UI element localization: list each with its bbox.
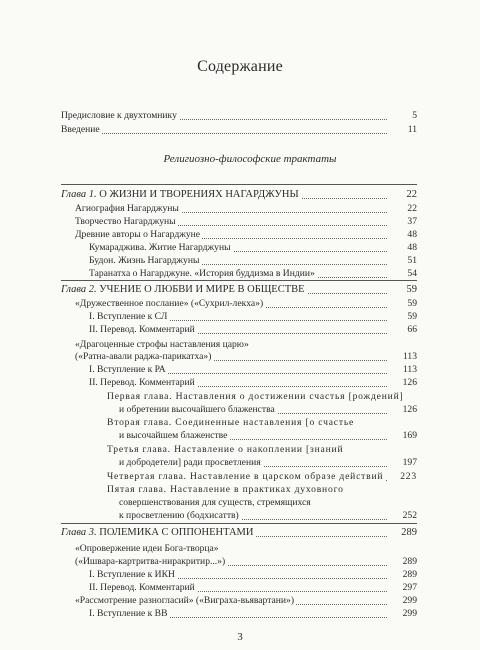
toc-entry-page: 66: [407, 324, 417, 335]
toc-subentry-label[interactable]: совершенствования для существ, стремящихся: [119, 497, 311, 508]
toc-entry-page: 113: [402, 351, 417, 362]
toc-entry-page: 126: [402, 377, 417, 388]
chapter-label: Глава 3.: [61, 527, 97, 538]
toc-entry[interactable]: [89, 324, 417, 336]
chapter-divider: [61, 280, 417, 281]
toc-entry-page: 299: [402, 595, 417, 606]
toc-entry[interactable]: [89, 311, 417, 323]
page-title: Содержание: [197, 58, 283, 75]
toc-entry-label: Творчество Нагарджуны: [75, 216, 176, 227]
chapter-page: 289: [401, 527, 417, 538]
section-title: Религиозно-философские трактаты: [163, 153, 337, 165]
toc-entry-preface[interactable]: [61, 110, 417, 122]
toc-entry-page: 37: [407, 216, 417, 227]
toc-entry-label: («Ишвара-картритва-ниракритир...»): [75, 556, 226, 567]
toc-entry-page: 289: [402, 556, 417, 567]
toc-entry[interactable]: [75, 229, 417, 241]
toc-entry[interactable]: [75, 298, 417, 310]
toc-subentry-label[interactable]: Третья глава. Наставление о накоплении [знаний: [107, 444, 344, 455]
toc-entry-page: 289: [402, 569, 417, 580]
toc-entry[interactable]: [75, 595, 417, 607]
toc-entry-label[interactable]: «Опровержение идеи Бога-творца»: [75, 543, 219, 554]
leader-dots: [61, 133, 387, 134]
toc-entry-page: 113: [402, 364, 417, 375]
chapter-title: О ЖИЗНИ И ТВОРЕНИЯХ НАГАРДЖУНЫ: [99, 189, 299, 200]
page-number: 3: [237, 631, 243, 643]
toc-entry[interactable]: [89, 377, 417, 389]
toc-entry-label: Кумарадживa. Житие Нагарджуны: [89, 242, 231, 253]
toc-entry-page: 197: [402, 457, 417, 468]
chapter-title: УЧЕНИЕ О ЛЮБВИ И МИРЕ В ОБЩЕСТВЕ: [99, 284, 305, 295]
toc-entry[interactable]: [89, 364, 417, 376]
toc-entry-label: II. Перевод. Комментарий: [89, 582, 195, 593]
toc-entry-page: 169: [402, 430, 417, 441]
chapter-title: ПОЛЕМИКА С ОППОНЕНТАМИ: [99, 527, 254, 538]
toc-entry-label: «Дружественное послание» («Сухрил-лекха»): [75, 298, 264, 309]
toc-entry-introduction[interactable]: [61, 124, 417, 136]
toc-subentry-label[interactable]: Пятая глава. Наставление в практиках духовного: [107, 484, 344, 495]
toc-entry-label: Четвертая глава. Наставление в царском образе действий: [107, 471, 384, 482]
toc-entry[interactable]: [75, 556, 417, 568]
toc-entry-label: Введение: [61, 124, 100, 135]
toc-entry[interactable]: [119, 457, 417, 469]
toc-entry-page: 11: [407, 124, 417, 135]
toc-entry-label: Таранатха о Нагарджуне. «История буддизма в Индии»: [89, 268, 315, 279]
toc-entry-page: 22: [407, 203, 417, 214]
chapter-1-heading[interactable]: [61, 189, 417, 201]
toc-subentry-label[interactable]: Вторая глава. Соединенные наставления [о счастье: [107, 417, 355, 428]
toc-entry[interactable]: [75, 203, 417, 215]
chapter-2-heading[interactable]: [61, 284, 417, 296]
toc-entry-label: и высочайшем блаженстве: [119, 430, 228, 441]
toc-subentry-label[interactable]: Первая глава. Наставления о достижении счастья [рождений]: [107, 391, 404, 402]
toc-entry-label: и добродетели] ради просветления: [119, 457, 261, 468]
toc-entry-label: и обретении высочайшего блаженства: [119, 404, 275, 415]
toc-entry-page: 126: [402, 404, 417, 415]
toc-entry-label: I. Вступление к РА: [89, 364, 166, 375]
toc-entry-page: 297: [402, 582, 417, 593]
chapter-page: 59: [406, 284, 417, 295]
toc-entry[interactable]: [119, 510, 417, 522]
toc-entry-label[interactable]: «Драгоценные строфы наставления царю»: [75, 339, 249, 350]
chapter-page: 22: [406, 189, 417, 200]
toc-entry-label: I. Вступление к СЛ: [89, 311, 168, 322]
toc-entry-page: 223: [400, 471, 417, 482]
toc-entry[interactable]: [89, 582, 417, 594]
toc-entry[interactable]: [89, 608, 417, 620]
chapter-label: Глава 1.: [61, 189, 97, 200]
toc-entry[interactable]: [75, 216, 417, 228]
chapter-label: Глава 2.: [61, 284, 97, 295]
toc-entry-page: 54: [407, 268, 417, 279]
toc-entry-page: 51: [407, 255, 417, 266]
toc-entry-label: II. Перевод. Комментарий: [89, 377, 195, 388]
toc-entry-page: 299: [402, 608, 417, 619]
toc-entry-label: Предисловие к двухтомнику: [61, 110, 177, 121]
toc-entry-page: 252: [402, 510, 417, 521]
toc-entry-label: «Рассмотрение разногласий» («Виграха-вьявартани»): [75, 595, 295, 606]
toc-entry-label: к просветлению (бодхисаттв): [119, 510, 239, 521]
toc-entry[interactable]: [89, 255, 417, 267]
toc-entry[interactable]: [89, 268, 417, 280]
toc-entry[interactable]: [119, 404, 417, 416]
toc-entry-page: 59: [407, 298, 417, 309]
toc-entry[interactable]: [107, 471, 417, 483]
toc-entry-label: Древние авторы о Нагарджуне: [75, 229, 201, 240]
toc-entry-page: 5: [412, 110, 417, 121]
chapter-3-heading[interactable]: [61, 527, 417, 539]
toc-entry-page: 48: [407, 229, 417, 240]
toc-entry-label: I. Вступление к ВВ: [89, 608, 168, 619]
toc-entry-label: («Ратна-авали раджа-парикатха»): [75, 351, 212, 362]
toc-entry-label: I. Вступление к ИКН: [89, 569, 175, 580]
toc-entry[interactable]: [75, 351, 417, 363]
toc-entry[interactable]: [89, 242, 417, 254]
toc-entry[interactable]: [89, 569, 417, 581]
chapter-divider: [61, 523, 417, 524]
toc-entry-label: Агиография Нагарджуны: [75, 203, 179, 214]
toc-entry-label: II. Перевод. Комментарий: [89, 324, 195, 335]
toc-entry-page: 59: [407, 311, 417, 322]
toc-entry[interactable]: [119, 430, 417, 442]
chapter-divider: [61, 184, 417, 185]
toc-entry-page: 48: [407, 242, 417, 253]
toc-entry-label: Будон. Жизнь Нагарджуны: [89, 255, 200, 266]
